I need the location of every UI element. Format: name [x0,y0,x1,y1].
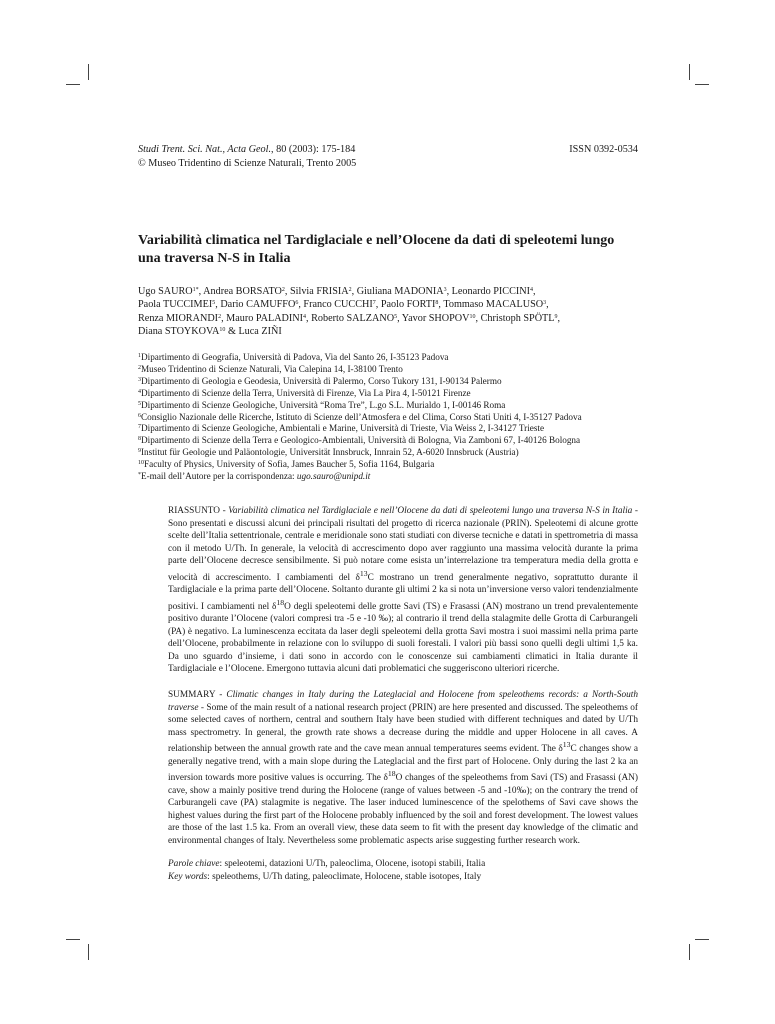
author-affiliation-number: 3 [443,287,447,293]
author-affiliation-number: 5 [394,313,398,320]
author-affiliation-number: 10 [219,327,226,334]
affiliation [138,376,658,388]
affiliation-text: Dipartimento di Scienze Geologiche, Università “Roma Tre”, L.go S.L. Murialdo 1, I-00146 Roma [141,399,506,410]
affiliation [138,423,658,435]
crop-mark [695,84,709,85]
isotope-superscript: 13 [359,568,368,578]
author-affiliation-number: 2 [218,313,222,320]
journal-volume: , 80 (2003): 175-184 [271,144,356,155]
isotope-superscript: 18 [276,597,285,607]
author-name: Giuliana MADONIA [356,286,444,297]
affiliation [138,352,658,364]
crop-mark [66,84,80,85]
author-name: Mauro PALADINI [226,312,304,324]
affiliation [138,459,658,471]
summary-text: C changes show a generally negative trend, with a main slope during the Lateglacial and the first part of Holocene. Only during the last 2 ka an inversion towards more positive values is occurring. The δ [168,744,638,784]
author-separator: , [221,312,227,324]
author-separator: , [475,312,481,324]
riassunto-text: - Sono presentati e discussi alcuni dei principali risultati del progetto di ricerca nazionale (PRIN). Speleotemi di alcune grotte scelte dell’Italia settentrionale, centrale e meridionale sono stati studiati con diverse tecniche e datati in spettrometria di massa con il metodo U/Th. In generale, la velocità di accrescimento dopo aver raggiunto una massima velocità durante la prima parte dell’Olocene decresce sensibilmente. Si può notare come esista un’interrelazione tra temperatura media della grotta e velocità di accrescimento. I cambiamenti del δ [168,506,638,583]
crop-mark [88,944,89,960]
keywords-text: : speleotemi, datazioni U/Th, paleoclima, Olocene, isotopi stabili, Italia [219,859,486,869]
title-line: Variabilità climatica nel Tardiglaciale e nell’Olocene da dati di speleotemi lungo [138,233,615,248]
affiliation [138,400,658,412]
email-asterisk: * [138,472,141,479]
author-separator: , [284,286,291,297]
author-affiliation-number: 7 [372,300,376,307]
keywords-text: : speleothems, U/Th dating, paleoclimate, Holocene, stable isotopes, Italy [207,871,482,882]
email-label: E-mail dell’Autore per la corrispondenza: [141,471,297,482]
crop-mark [689,944,690,960]
affiliation-text: Faculty of Physics, University of Sofia, James Baucher 5, Sofia 1164, Bulgaria [144,459,435,470]
author-separator: , [306,312,312,324]
author-separator: , [298,299,304,311]
affiliation-number: 5 [138,400,141,407]
title-line: una traversa N-S in Italia [138,251,291,266]
summary-text: O changes of the speleothems from Savi (TS) and Frasassi (AN) cave, show a mainly positive trend during the Holocene (range of values between -5 and -10‰); on the contrary the trend of Carburangeli cave (PA) stalagmite is negative. The laser induced luminescence of the spelothems of Savi cave shows the highest values during the first part of the Holocene probably influenced by the soil and forest development. The lowest values are those of the last 1.5 ka. From an overall view, these data seem to fit with the present day knowledge of the climatic and environmental changes of Italy. Nevertheless some problematic aspects arise suggesting further research work. [168,773,638,846]
crop-mark [88,64,89,80]
author-name: Andrea BORSATO [203,286,282,297]
affiliation [138,388,658,400]
author-name: Leonardo PICCINI [451,286,531,297]
summary-text: - Some of the main result of a national research project (PRIN) are here presented and discussed. The speleothems of some selected caves of northern, central and southern Italy have been studied with different techniques and dated by U/Th mass spectrometry. In general, the growth rate shows a decrease during the middle and upper Holocene in all caves. A relationship between the annual growth rate and the cave mean annual temperatures seems evident. The δ [168,702,638,755]
affiliation-text: Dipartimento di Geografia, Università di Padova, Via del Santo 26, I-35123 Padova [141,352,449,362]
author-affiliation-number: 8 [435,300,439,307]
email-address[interactable]: ugo.sauro@unipd.it [296,471,371,482]
author-affiliation-number: 5 [212,300,216,307]
affiliation-number: 1 [138,353,141,359]
riassunto [168,505,638,676]
author-name: Christoph SPÖTL [480,312,555,324]
author-separator: , [557,312,561,324]
keywords-italian [168,858,638,871]
author-separator: & [225,326,239,338]
paper-title [138,232,638,268]
copyright: © Museo Tridentino di Scienze Naturali, Trento 2005 [138,158,357,169]
summary-title: Climatic changes in Italy during the Lateglacial and Holocene from speleothems records: a North-South traverse [168,690,638,713]
riassunto-label: RIASSUNTO - [168,506,229,516]
correspondence-email [138,471,658,483]
affiliation-list [138,352,658,483]
author-affiliation-number: 2 [281,287,285,293]
author-separator: , [533,286,536,297]
author-affiliation-number: 3 [543,300,547,307]
affiliation-number: 4 [138,388,141,395]
affiliation-number: 10 [138,460,144,467]
author-separator: , [215,299,221,311]
author-affiliation-number: 4 [530,287,534,293]
author-separator: , [446,286,452,297]
keywords-label: Key words [168,871,208,882]
author-separator: , [198,286,204,297]
author-affiliation-number: 4 [303,313,307,320]
author-name: Tommaso MACALUSO [443,299,544,311]
affiliation-number: 7 [138,424,141,431]
author-affiliation-number: 6 [295,300,299,307]
affiliation [138,364,658,376]
crop-mark [695,939,709,940]
riassunto-title: Variabilità climatica nel Tardiglaciale e nell’Olocene da dati di speleotemi lungo una traversa N-S in Italia [228,506,633,516]
affiliation-number: 8 [138,436,141,443]
affiliation [138,435,658,447]
author-name: Dario CAMUFFO [220,299,296,311]
affiliation [138,447,658,459]
summary [168,689,638,847]
author-list [138,285,638,339]
author-name: Diana STOYKOVA [138,326,220,338]
affiliation-text: Consiglio Nazionale delle Ricerche, Istituto di Scienze dell’Atmosfera e del Clima, Corso Stati Uniti 4, I-35127 Padova [141,411,582,422]
author-name: Paola TUCCIMEI [138,299,213,311]
keywords-label: Parole chiave [168,859,220,869]
author-name: Roberto SALZANO [311,312,395,324]
author-name: Paolo FORTI [380,299,436,311]
author-separator: , [438,299,444,311]
journal-name: Studi Trent. Sci. Nat., Acta Geol. [138,144,271,155]
affiliation-text: Institut für Geologie und Paläontologie, Universität Innsbruck, Innrain 52, A-6020 Innsbruck (Austria) [141,447,519,458]
affiliation-number: 2 [138,364,141,371]
keywords [168,858,638,883]
affiliation-number: 6 [138,412,141,419]
author-separator: , [397,312,402,324]
author-affiliation-number: 10 [469,313,476,320]
summary-label: SUMMARY - [168,690,227,700]
author-separator: , [351,286,357,297]
crop-mark [66,939,80,940]
author-affiliation-number: 1* [192,287,199,293]
author-name: Ugo SAURO [138,286,193,297]
author-separator: , [546,299,549,311]
author-name: Silvia FRISIA [290,286,349,297]
affiliation-text: Museo Tridentino di Scienze Naturali, Via Calepina 14, I-38100 Trento [141,363,403,374]
author-name: Renza MIORANDI [138,312,219,324]
keywords-english [168,871,638,884]
author-name: Franco CUCCHI [303,299,373,311]
issn: ISSN 0392-0534 [569,144,638,155]
author-name: Yavor SHOPOV [401,312,470,324]
author-separator: , [375,299,381,311]
isotope-superscript: 18 [387,769,396,779]
author-name: Luca ZIÑI [238,326,282,338]
affiliation-number: 9 [138,448,141,455]
riassunto-text: C mostrano un trend generalmente negativo, soprattutto durante il Tardiglaciale e la prima parte dell’Olocene. Soltanto durante gli ultimi 2 ka si nota un’inversione verso valori tendenzialmente positivi. I cambiamenti nel δ [168,572,638,612]
affiliation-text: Dipartimento di Scienze della Terra, Università di Firenze, Via La Pira 4, I-50121 Firenze [141,387,471,398]
isotope-superscript: 13 [562,740,571,749]
affiliation-number: 3 [138,376,141,383]
author-affiliation-number: 2 [348,287,352,293]
author-affiliation-number: 9 [554,313,558,320]
affiliation-text: Dipartimento di Scienze Geologiche, Ambientali e Marine, Università di Trieste, Via Weiss 2, I-34127 Trieste [141,423,545,434]
crop-mark [689,64,690,80]
affiliation-text: Dipartimento di Scienze della Terra e Geologico-Ambientali, Università di Bologna, Via Zamboni 67, I-40126 Bologna [141,435,581,446]
riassunto-text: O degli speleotemi delle grotte Savi (TS) e Frasassi (AN) mostrano un trend prevalentemente positivo durante l’Olocene (valori compresi tra -5 e -10 ‰); al contrario il trend della stalagmite delle Grotta di Carburangeli (PA) è negativo. La luminescenza eccitata da laser degli speleotemi della grotta Savi mostra i suoi massimi nella prima parte dell’Olocene, probabilmente in relazione con lo sviluppo di suoli forestali. I valori più bassi sono quelli degli ultimi 1,5 ka. Da uno sguardo d’insieme, i dati sono in accordo con le conoscenze sui cambiamenti climatici in Italia durante il Tardiglaciale e l’Olocene. Emergono tuttavia alcuni dati problematici che suggeriscono ulteriori ricerche. [168,601,638,675]
affiliation-text: Dipartimento di Geologia e Geodesia, Università di Palermo, Corso Tukory 131, I-90134 Palermo [141,375,502,386]
journal-header [138,143,638,171]
affiliation [138,412,658,424]
